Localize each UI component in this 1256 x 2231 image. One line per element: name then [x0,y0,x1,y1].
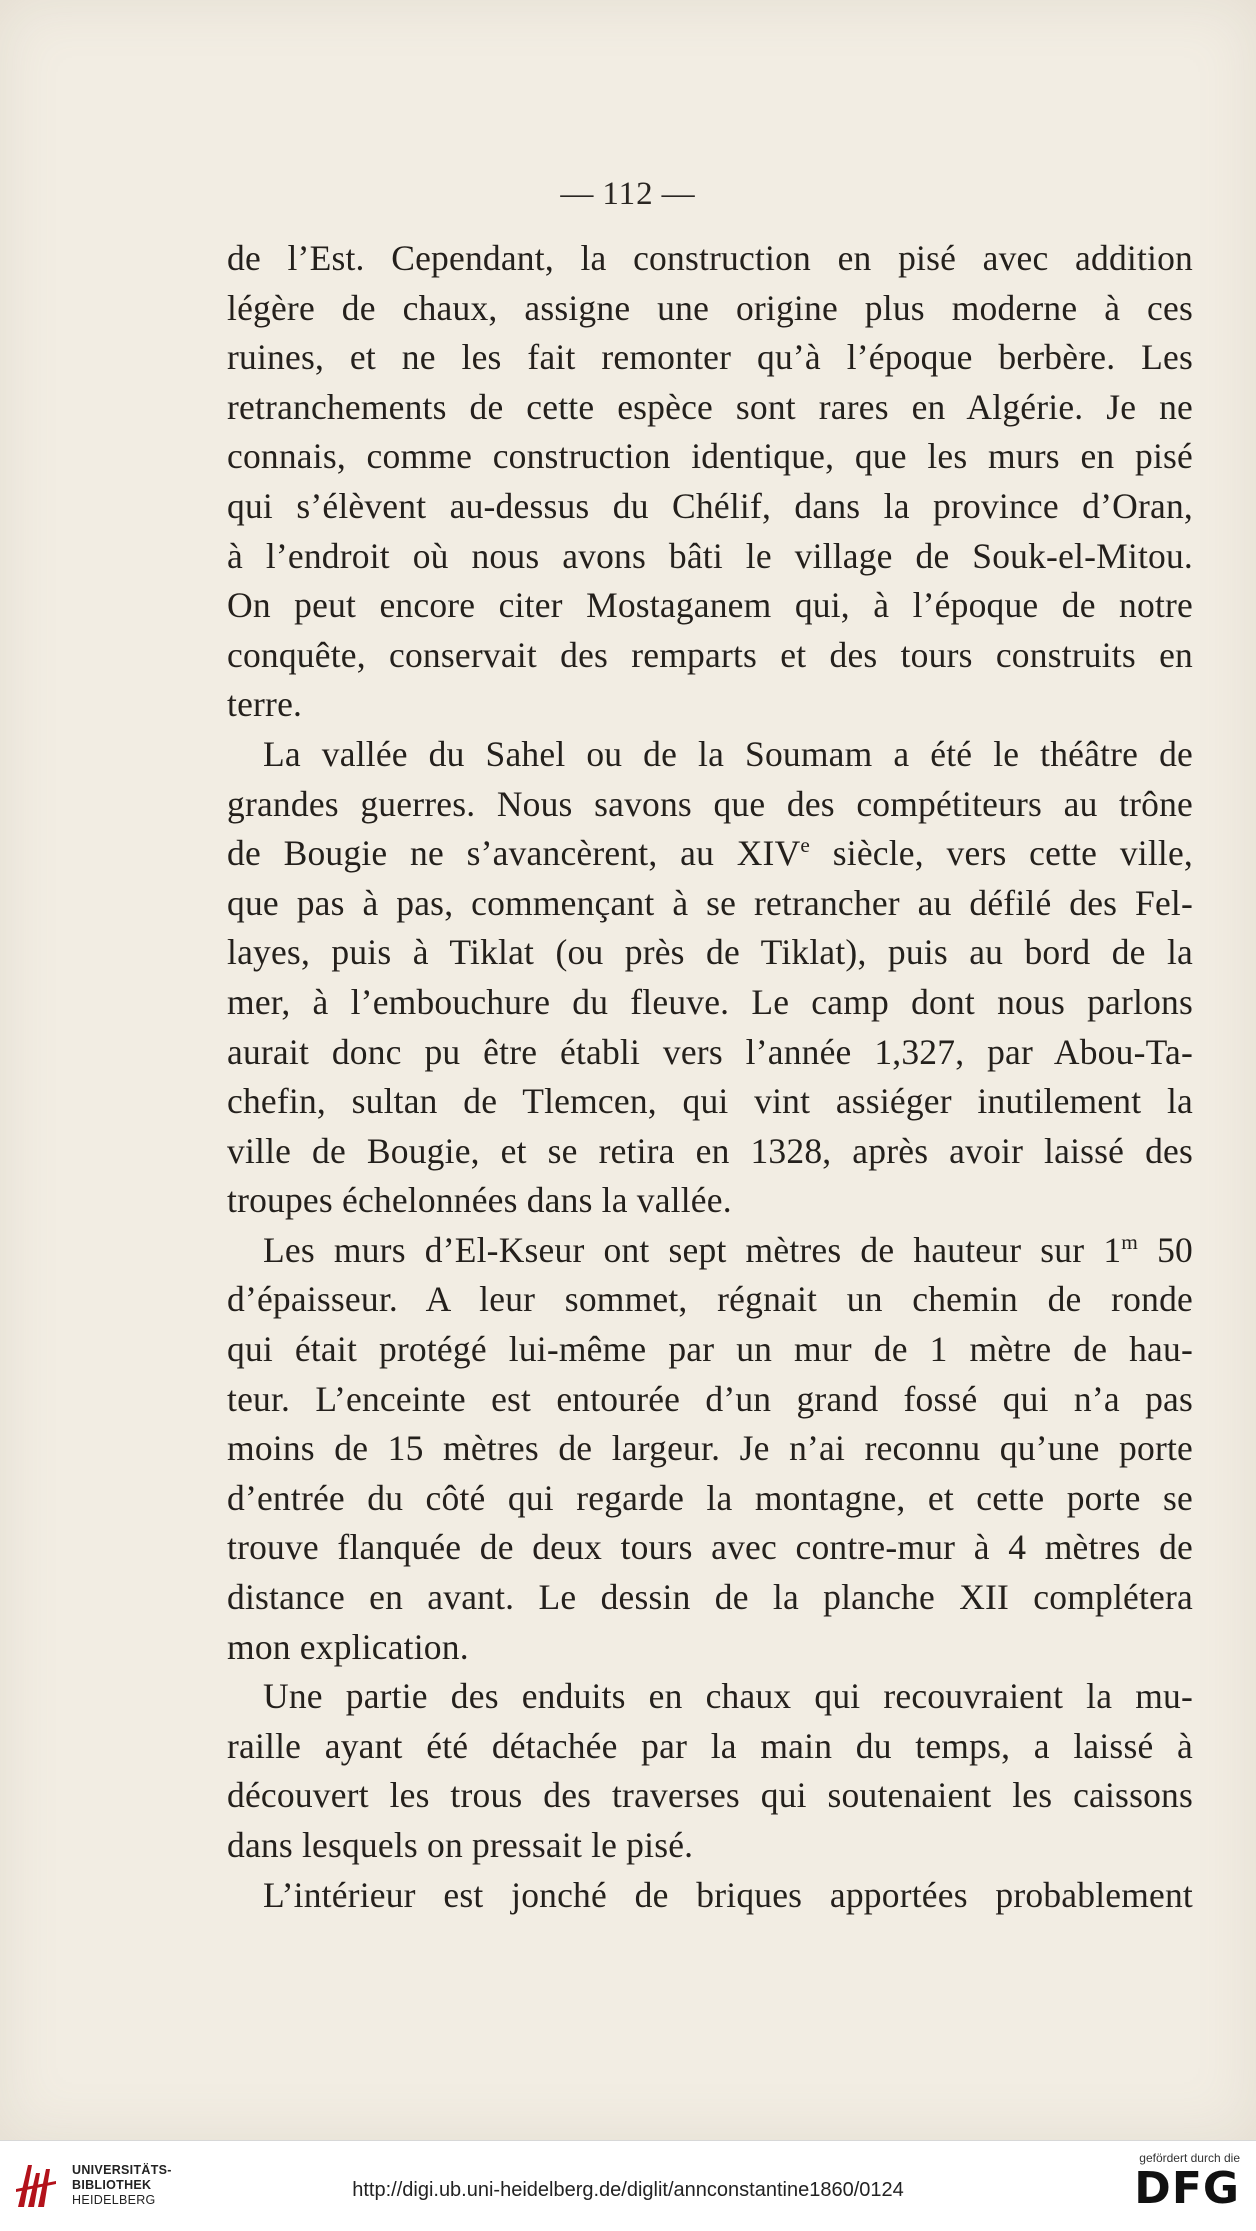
text-line: mon explication. [227,1626,469,1667]
text-line: à l’endroit où nous avons bâti le village de Souk-el-Mitou. [227,535,1193,576]
text-line: moins de 15 mètres de largeur. Je n’ai reconnu qu’une porte [227,1428,1193,1469]
text-line: grandes guerres. Nous savons que des compétiteurs au trône [227,783,1193,824]
text-line: raille ayant été détachée par la main du temps, a laissé à [227,1725,1193,1766]
text-line: retranchements de cette espèce sont rares en Algérie. Je ne [227,386,1193,427]
text-line: ville de Bougie, et se retira en 1328, après avoir laissé des [227,1130,1193,1171]
text-line: de Bougie ne s’avancèrent, au XIVe siècle, vers cette ville, [227,833,1193,874]
text-line: teur. L’enceinte est entourée d’un grand fossé qui n’a pas [227,1378,1193,1419]
text-line: chefin, sultan de Tlemcen, qui vint assiéger inutilement la [227,1081,1193,1122]
library-name: UNIVERSITÄTS- BIBLIOTHEK HEIDELBERG [72,2163,172,2207]
text-line: Une partie des enduits en chaux qui recouvraient la mu- [263,1676,1193,1717]
page-number: — 112 — [560,176,696,212]
document-url-link[interactable]: http://digi.ub.uni-heidelberg.de/diglit/annconstantine1860/0124 [352,2179,904,2201]
text-line: de l’Est. Cependant, la construction en pisé avec addition [227,238,1193,278]
text-line: Les murs d’El-Kseur ont sept mètres de hauteur sur 1$^m$ 50 [263,1229,1193,1270]
text-line: L’intérieur est jonché de briques apportées probablement [263,1874,1193,1915]
text-line: connais, comme construction identique, que les murs en pisé [227,436,1193,477]
text-line: qui s’élèvent au-dessus du Chélif, dans la province d’Oran, [227,485,1193,526]
dfg-logo: DFG [1134,2163,1240,2214]
text-line: découvert les trous des traverses qui soutenaient les caissons [227,1775,1193,1816]
text-line: La vallée du Sahel ou de la Soumam a été le théâtre de [263,733,1193,774]
text-line: layes, puis à Tiklat (ou près de Tiklat), puis au bord de la [227,932,1193,973]
text-line: d’entrée du côté qui regarde la montagne, et cette porte se [227,1477,1193,1518]
dfg-funding-logo [1134,2151,1240,2214]
text-line: trouve flanquée de deux tours avec contre-mur à 4 mètres de [227,1527,1193,1568]
text-line: On peut encore citer Mostaganem qui, à l’époque de notre [227,585,1193,626]
text-line: distance en avant. Le dessin de la planche XII complétera [227,1577,1193,1618]
text-line: terre. [227,684,303,725]
text-line: troupes échelonnées dans la vallée. [227,1180,732,1221]
text-line: qui était protégé lui-même par un mur de 1 mètre de hau- [227,1329,1193,1370]
footer-bar [0,2140,1256,2231]
text-line: d’épaisseur. A leur sommet, régnait un chemin de ronde [227,1279,1193,1320]
text-line: légère de chaux, assigne une origine plus moderne à ces [227,287,1193,328]
text-line: ruines, et ne les fait remonter qu’à l’époque berbère. Les [227,337,1193,378]
text-line: mer, à l’embouchure du fleuve. Le camp dont nous parlons [227,981,1193,1022]
funding-caption: gefördert durch die [1139,2151,1240,2165]
text-line: dans lesquels on pressait le pisé. [227,1825,694,1865]
text-line: que pas à pas, commençant à se retrancher au défilé des Fel- [227,882,1193,923]
text-line: conquête, conservait des remparts et des tours construits en [227,634,1193,675]
body-text [227,234,1193,1920]
text-line: aurait donc pu être établi vers l’année 1,327, par Abou-Ta- [227,1031,1193,1072]
